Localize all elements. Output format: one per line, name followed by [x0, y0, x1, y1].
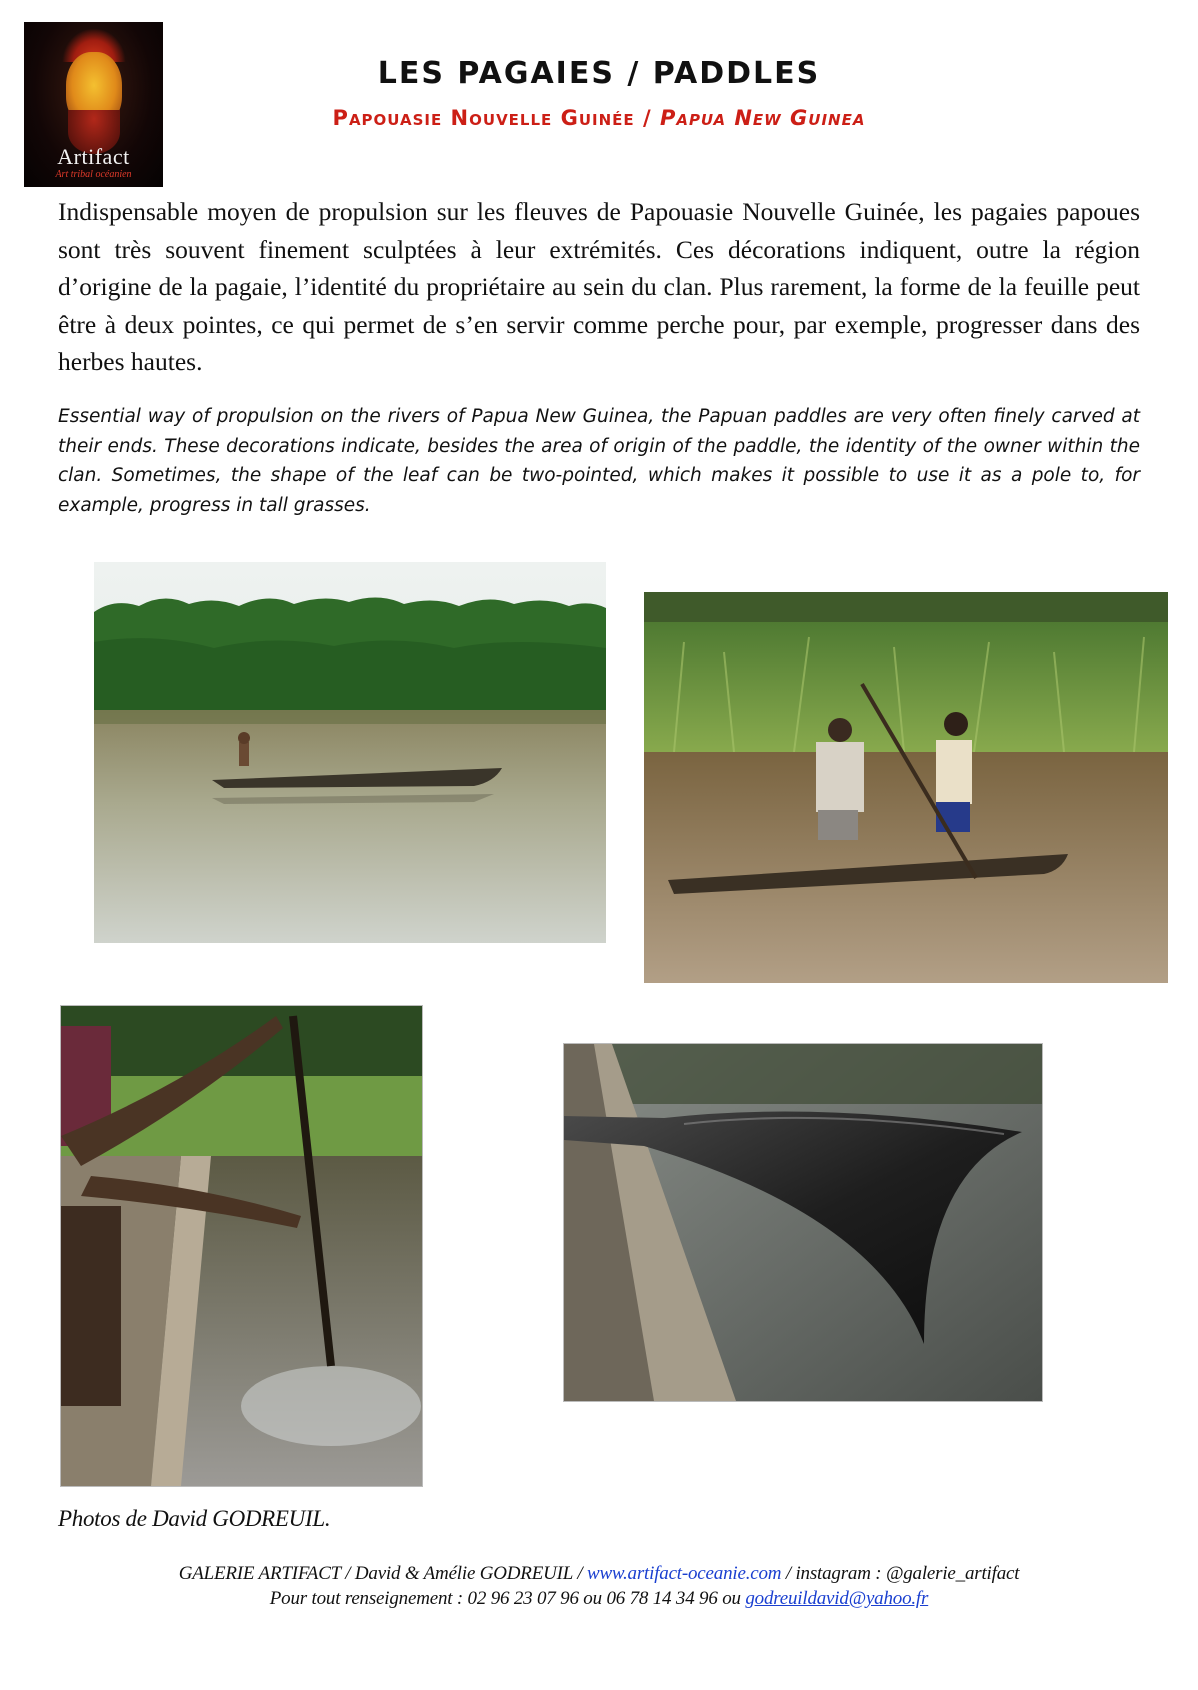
logo-brand: Artifact — [57, 144, 130, 169]
footer-contact — [0, 1561, 1198, 1611]
website-link[interactable]: www.artifact-oceanie.com — [586, 1563, 782, 1584]
page-subtitle — [0, 106, 1198, 130]
footer-line-1 — [0, 1561, 1198, 1586]
footer-phone: Pour tout renseignement : 02 96 23 07 96 ou 06 78 14 34 96 ou — [269, 1588, 746, 1609]
footer-line-2 — [0, 1586, 1198, 1611]
logo-tagline: Art tribal océanien — [55, 169, 132, 180]
photo-credit: Photos de David GODREUIL. — [58, 1506, 331, 1531]
photo-paddling-crew — [60, 1005, 423, 1487]
photo-canoe-river — [94, 562, 606, 943]
footer-instagram: / instagram : @galerie_artifact — [781, 1563, 1020, 1584]
photo-paddle-blade — [563, 1043, 1043, 1402]
subtitle-en: Papua New Guinea — [659, 106, 866, 130]
page-title: LES PAGAIES / PADDLES — [377, 56, 821, 91]
email-link[interactable]: godreuildavid@yahoo.fr — [745, 1588, 929, 1609]
artifact-logo — [24, 22, 163, 187]
footer-gallery: GALERIE ARTIFACT / David & Amélie GODREUIL / — [178, 1563, 587, 1584]
intro-english: Essential way of propulsion on the rivers of Papua New Guinea, the Papuan paddles are very often finely carved at their ends. These decorations indicate, besides the area of origin of the paddle, the identity of the owner within the clan. Sometimes, the shape of the leaf can be two-pointed, which makes it possible to use it as a pole to, for example, progress in tall grasses. — [58, 406, 1140, 516]
subtitle-fr: Papouasie Nouvelle Guinée / — [332, 106, 652, 130]
photo-men-poling-canoe — [644, 592, 1168, 983]
intro-french: Indispensable moyen de propulsion sur les fleuves de Papouasie Nouvelle Guinée, les pagaies papoues sont très souvent finement sculptées à leur extrémités. Ces décorations indiquent, outre la région d’origine de la pagaie, l’identité du propriétaire au sein du clan. Plus rarement, la forme de la feuille peut être à deux pointes, ce qui permet de s’en servir comme perche pour, par exemple, progresser dans des herbes hautes. — [58, 197, 1140, 376]
